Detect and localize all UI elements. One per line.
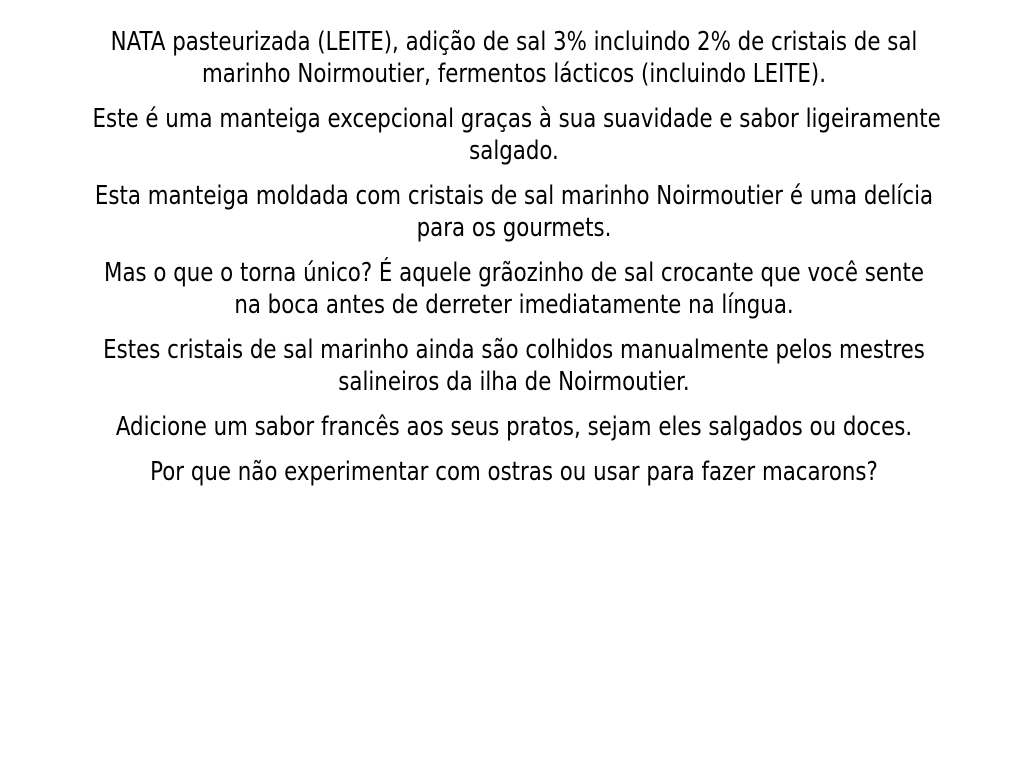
description-paragraph <box>93 411 936 443</box>
text-line: Mas o que o torna único? É aquele grãozinho de sal crocante que você sente <box>104 258 924 288</box>
text-line: Esta manteiga moldada com cristais de sal marinho Noirmoutier é uma delícia <box>94 181 934 211</box>
text-line: Este é uma manteiga excepcional graças à sua suavidade e sabor ligeiramente <box>92 104 941 134</box>
description-paragraph <box>93 334 936 398</box>
description-paragraph <box>93 180 936 244</box>
description-paragraph <box>93 456 936 488</box>
text-line: salgado. <box>469 136 559 166</box>
text-line: para os gourmets. <box>416 213 612 243</box>
text-line: na boca antes de derreter imediatamente na língua. <box>234 290 794 320</box>
text-line: Adicione um sabor francês aos seus pratos, sejam eles salgados ou doces. <box>115 412 913 442</box>
description-paragraph <box>92 103 941 167</box>
ingredients-paragraph <box>93 26 936 90</box>
text-line: marinho Noirmoutier, fermentos lácticos (incluindo LEITE). <box>202 59 826 89</box>
text-line: salineiros da ilha de Noirmoutier. <box>338 367 690 397</box>
text-line: Por que não experimentar com ostras ou usar para fazer macarons? <box>150 457 878 487</box>
description-paragraph <box>93 257 936 321</box>
text-line: NATA pasteurizada (LEITE), adição de sal 3% incluindo 2% de cristais de sal <box>110 27 918 57</box>
text-line: Estes cristais de sal marinho ainda são colhidos manualmente pelos mestres <box>103 335 925 365</box>
